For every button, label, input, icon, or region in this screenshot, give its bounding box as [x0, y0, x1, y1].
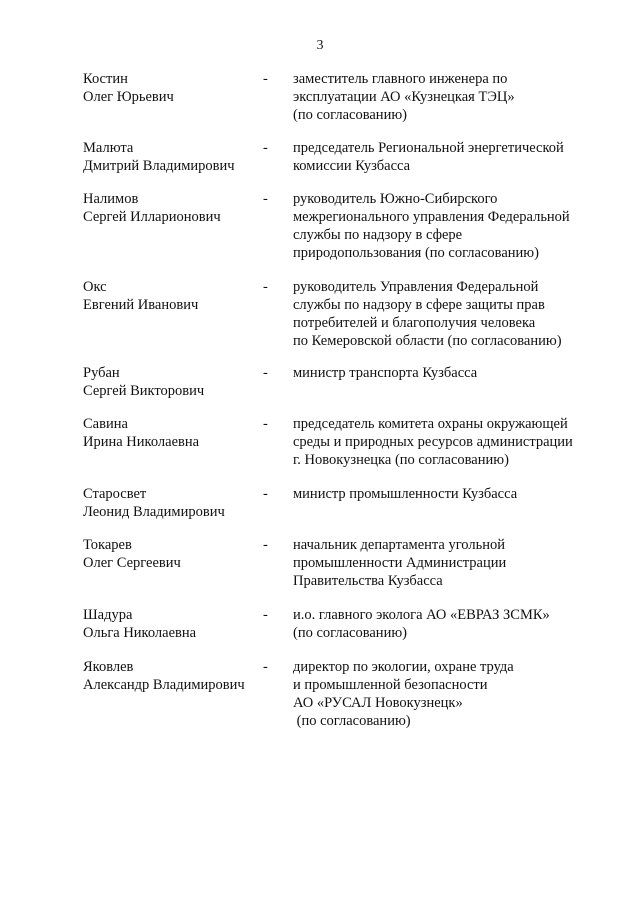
member-name — [83, 536, 258, 572]
role-line: и промышленной безопасности — [293, 677, 488, 693]
member-given-name: Ольга Николаевна — [83, 625, 197, 641]
role-line: (по согласованию) — [293, 107, 407, 123]
member-given-name: Леонид Владимирович — [83, 504, 225, 520]
role-line: руководитель Южно-Сибирского — [293, 191, 498, 207]
page-number: 3 — [316, 38, 324, 53]
role-line: директор по экологии, охране труда — [293, 659, 514, 675]
role-line: промышленности Администрации — [293, 555, 507, 571]
member-given-name: Александр Владимирович — [83, 677, 245, 693]
member-name — [83, 364, 258, 400]
member-surname: Яковлев — [83, 659, 134, 675]
separator-dash: - — [263, 416, 268, 432]
separator-dash: - — [263, 537, 268, 553]
member-name — [83, 485, 258, 521]
separator-dash: - — [263, 71, 268, 87]
role-line: службы по надзору в сфере — [293, 227, 463, 243]
member-given-name: Евгений Иванович — [83, 297, 199, 313]
member-surname: Старосвет — [83, 486, 147, 502]
role-line: (по согласованию) — [293, 625, 407, 641]
role-line: и.о. главного эколога АО «ЕВРАЗ ЗСМК» — [293, 607, 550, 623]
role-line: начальник департамента угольной — [293, 537, 505, 553]
role-line: Правительства Кузбасса — [293, 573, 443, 589]
role-line: министр транспорта Кузбасса — [293, 365, 478, 381]
role-line: председатель Региональной энергетической — [293, 140, 564, 156]
member-role — [293, 485, 613, 503]
separator-dash: - — [263, 140, 268, 156]
separator-dash: - — [263, 607, 268, 623]
role-line: АО «РУСАЛ Новокузнецк» — [293, 695, 463, 711]
member-surname: Окс — [83, 279, 107, 295]
member-role — [293, 536, 613, 590]
separator-dash: - — [263, 486, 268, 502]
role-line: комиссии Кузбасса — [293, 158, 411, 174]
member-role — [293, 606, 613, 642]
member-role — [293, 70, 613, 124]
member-surname: Рубан — [83, 365, 120, 381]
role-line: службы по надзору в сфере защиты прав — [293, 297, 545, 313]
role-line: среды и природных ресурсов администрации — [293, 434, 573, 450]
member-name — [83, 415, 258, 451]
member-name — [83, 70, 258, 106]
member-name — [83, 190, 258, 226]
member-role — [293, 190, 613, 262]
role-line: эксплуатации АО «Кузнецкая ТЭЦ» — [293, 89, 515, 105]
role-line: (по согласованию) — [293, 713, 411, 729]
member-surname: Токарев — [83, 537, 132, 553]
role-line: заместитель главного инженера по — [293, 71, 508, 87]
role-line: потребителей и благополучия человека — [293, 315, 536, 331]
member-role — [293, 278, 613, 350]
member-name — [83, 606, 258, 642]
role-line: руководитель Управления Федеральной — [293, 279, 539, 295]
member-name — [83, 278, 258, 314]
separator-dash: - — [263, 365, 268, 381]
member-role — [293, 364, 613, 382]
member-surname: Малюта — [83, 140, 134, 156]
member-given-name: Сергей Викторович — [83, 383, 205, 399]
role-line: председатель комитета охраны окружающей — [293, 416, 568, 432]
member-given-name: Олег Юрьевич — [83, 89, 174, 105]
role-line: по Кемеровской области (по согласованию) — [293, 333, 562, 349]
member-role — [293, 415, 613, 469]
role-line: межрегионального управления Федеральной — [293, 209, 570, 225]
member-name — [83, 658, 258, 694]
separator-dash: - — [263, 659, 268, 675]
member-surname: Шадура — [83, 607, 133, 623]
member-surname: Костин — [83, 71, 128, 87]
member-given-name: Дмитрий Владимирович — [83, 158, 235, 174]
member-given-name: Олег Сергеевич — [83, 555, 181, 571]
member-role — [293, 139, 613, 175]
member-name — [83, 139, 258, 175]
member-role — [293, 658, 613, 730]
role-line: г. Новокузнецка (по согласованию) — [293, 452, 509, 468]
member-given-name: Сергей Илларионович — [83, 209, 221, 225]
separator-dash: - — [263, 279, 268, 295]
member-surname: Налимов — [83, 191, 139, 207]
member-surname: Савина — [83, 416, 128, 432]
separator-dash: - — [263, 191, 268, 207]
role-line: министр промышленности Кузбасса — [293, 486, 518, 502]
role-line: природопользования (по согласованию) — [293, 245, 539, 261]
member-given-name: Ирина Николаевна — [83, 434, 200, 450]
